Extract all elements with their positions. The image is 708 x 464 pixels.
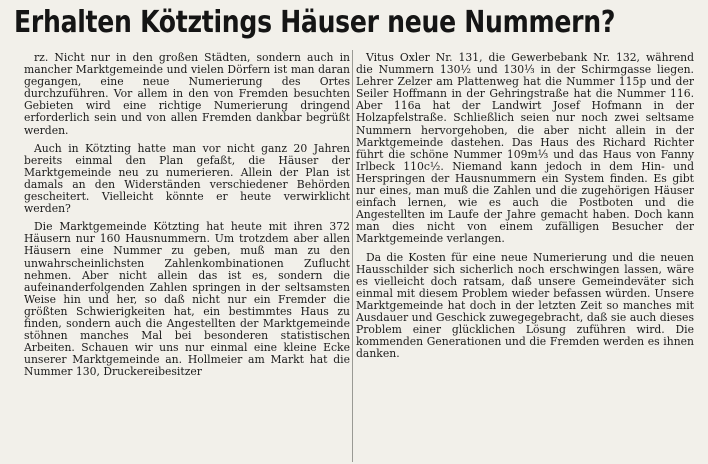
- paragraph-history: Auch in Kötzting hatte man vor nicht ganz 20 Jahren bereits einmal den Plan gefaßt, die Häuser der Marktgemeinde neu zu numerieren. Allein der Plan ist damals an den Widerständen verschiedener Behörden gescheitert. Vielleicht könnte er heute verwirklicht werden?: [24, 141, 350, 216]
- paragraph-examples: Vitus Oxler Nr. 131, die Gewerbebank Nr. 132, während die Nummern 130½ und 130⅓ in der Schirmgasse liegen. Lehrer Zelzer am Plattenweg hat die Nummer 115p und der Seiler Hoffmann in der Gehringstraße hat die Nummer 116. Aber 116a hat der Landwirt Josef Hofmann in der Holzapfelstraße. Schließlich seien nur noch zwei seltsame Nummern hervorgehoben, die aber nicht allein in der Marktgemeinde dastehen. Das Haus des Richard Richter führt die schöne Nummer 109m⅓ und das Haus von Fanny Irlbeck 110c½. Niemand kann jedoch in dem Hin- und Herspringen der Hausnummern ein System finden. Es gibt nur eines, man muß die Zahlen und die zugehörigen Häuser einfach lernen, wie es auch die Postboten und die Angestellten im Laufe der Jahre gemacht haben. Doch kann man dies nicht von einem zufälligen Besucher der Marktgemeinde verlangen.: [356, 52, 694, 246]
- paragraph-house-numbers: Die Marktgemeinde Kötzting hat heute mit ihren 372 Häusern nur 160 Hausnummern. Um trotzdem aber allen Häusern eine Nummer zu geben, muß man zu den unwahrscheinlichsten Zahlenkombinationen Zuflucht nehmen. Aber nicht allein das ist es, sondern die aufeinanderfolgenden Zahlen springen in der seltsamsten Weise hin und her, so daß nicht nur ein Fremder die größten Schwierigkeiten hat, ein bestimmtes Haus zu finden, sondern auch die Angestellten der Marktgemeinde stöhnen manches Mal bei besonderen statistischen Arbeiten. Schauen wir uns nur einmal eine kleine Ecke unserer Marktgemeinde an. Hollmeier am Markt hat die Nummer 130, Druckereibesitzer: [24, 220, 350, 379]
- right-column: [356, 52, 694, 462]
- paragraph-intro: rz. Nicht nur in den großen Städten, sondern auch in mancher Marktgemeinde und vielen Dörfern ist man daran gegangen, eine neue Numerierung des Ortes durchzuführen. Vor allem in den von Fremden besuchten Gebieten wird eine richtige Numerierung dringend erforderlich sein und von allen Fremden dankbar begrüßt werden.: [24, 52, 350, 137]
- article-headline: Erhalten Kötztings Häuser neue Nummern?: [14, 5, 616, 40]
- paragraph-conclusion: Da die Kosten für eine neue Numerierung und die neuen Hausschilder sich sicherlich noch erschwingen lassen, wäre es vielleicht doch ratsam, daß unsere Gemeindeväter sich einmal mit diesem Problem wieder befassen würden. Unsere Marktgemeinde hat doch in der letzten Zeit so manches mit Ausdauer und Geschick zuwegegebracht, daß sie auch dieses Problem einer glücklichen Lösung zuführen wird. Die kommenden Generationen und die Fremden werden es ihnen danken.: [356, 250, 694, 361]
- left-column: [24, 52, 350, 462]
- column-divider: [352, 50, 353, 462]
